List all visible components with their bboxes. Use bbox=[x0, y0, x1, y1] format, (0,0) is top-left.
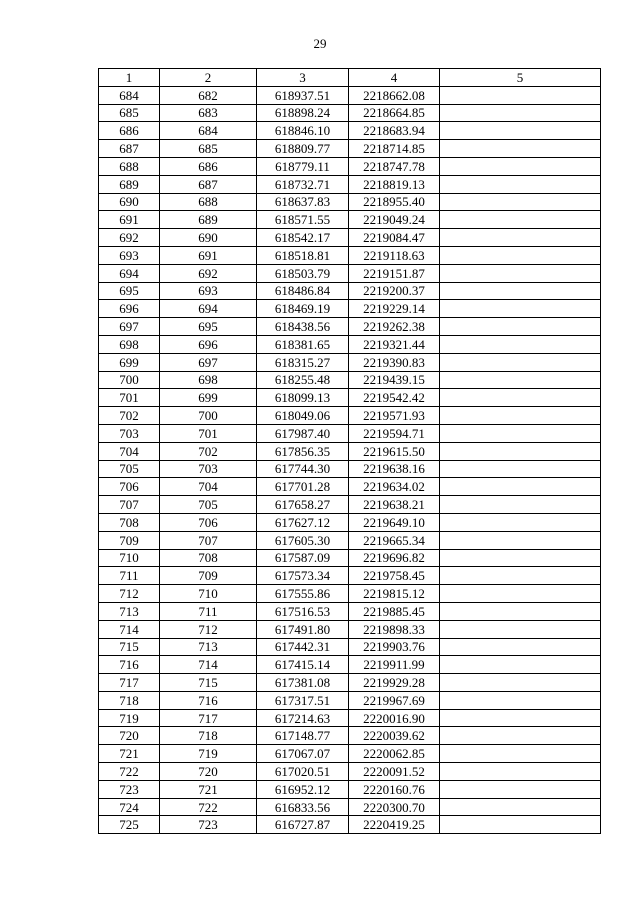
table-cell: 616727.87 bbox=[257, 816, 349, 834]
table-cell bbox=[440, 229, 601, 247]
table-cell bbox=[440, 389, 601, 407]
table-row bbox=[99, 318, 601, 336]
table-cell: 2220160.76 bbox=[349, 780, 440, 798]
table-cell bbox=[440, 816, 601, 834]
column-header: 1 bbox=[99, 69, 160, 87]
table-cell: 618571.55 bbox=[257, 211, 349, 229]
table-cell bbox=[440, 424, 601, 442]
table-cell bbox=[440, 780, 601, 798]
table-cell: 687 bbox=[99, 140, 160, 158]
table-cell: 618099.13 bbox=[257, 389, 349, 407]
table-cell bbox=[440, 175, 601, 193]
table-row bbox=[99, 763, 601, 781]
table-cell: 692 bbox=[160, 264, 257, 282]
table-cell bbox=[440, 513, 601, 531]
table-cell: 2219571.93 bbox=[349, 407, 440, 425]
table-row bbox=[99, 104, 601, 122]
table-cell bbox=[440, 264, 601, 282]
table-cell: 2219229.14 bbox=[349, 300, 440, 318]
table-body bbox=[99, 86, 601, 833]
table-cell: 705 bbox=[160, 496, 257, 514]
table-cell: 617148.77 bbox=[257, 727, 349, 745]
table-cell: 699 bbox=[160, 389, 257, 407]
table-cell: 720 bbox=[160, 763, 257, 781]
table-cell: 2220419.25 bbox=[349, 816, 440, 834]
table-cell bbox=[440, 193, 601, 211]
column-header: 3 bbox=[257, 69, 349, 87]
table-cell: 709 bbox=[99, 531, 160, 549]
table-row bbox=[99, 246, 601, 264]
table-cell: 618315.27 bbox=[257, 353, 349, 371]
table-cell: 706 bbox=[99, 478, 160, 496]
table-cell: 696 bbox=[99, 300, 160, 318]
table-cell: 693 bbox=[99, 246, 160, 264]
table-row bbox=[99, 780, 601, 798]
table-row bbox=[99, 674, 601, 692]
table-cell: 2219696.82 bbox=[349, 549, 440, 567]
table-row bbox=[99, 816, 601, 834]
table-cell: 682 bbox=[160, 86, 257, 104]
table-cell: 2219118.63 bbox=[349, 246, 440, 264]
table-cell: 702 bbox=[160, 442, 257, 460]
table-cell: 710 bbox=[160, 585, 257, 603]
table-cell: 617067.07 bbox=[257, 745, 349, 763]
table-cell bbox=[440, 763, 601, 781]
table-cell: 713 bbox=[160, 638, 257, 656]
table-row bbox=[99, 157, 601, 175]
table-cell: 709 bbox=[160, 567, 257, 585]
table-cell: 711 bbox=[99, 567, 160, 585]
table-row bbox=[99, 371, 601, 389]
table-cell: 716 bbox=[160, 691, 257, 709]
table-cell: 694 bbox=[160, 300, 257, 318]
table-cell: 618937.51 bbox=[257, 86, 349, 104]
table-cell bbox=[440, 104, 601, 122]
table-cell: 2219638.21 bbox=[349, 496, 440, 514]
table-cell: 686 bbox=[99, 122, 160, 140]
table-cell bbox=[440, 656, 601, 674]
table-cell bbox=[440, 602, 601, 620]
table-cell: 617658.27 bbox=[257, 496, 349, 514]
table-cell: 707 bbox=[99, 496, 160, 514]
table-cell bbox=[440, 140, 601, 158]
table-cell: 618732.71 bbox=[257, 175, 349, 193]
table-cell bbox=[440, 353, 601, 371]
table-row bbox=[99, 407, 601, 425]
table-cell: 714 bbox=[160, 656, 257, 674]
table-cell: 618486.84 bbox=[257, 282, 349, 300]
table-cell: 618381.65 bbox=[257, 335, 349, 353]
table-cell: 2219638.16 bbox=[349, 460, 440, 478]
table-cell: 2219321.44 bbox=[349, 335, 440, 353]
table-cell bbox=[440, 211, 601, 229]
table-cell bbox=[440, 478, 601, 496]
table-cell: 689 bbox=[99, 175, 160, 193]
table-cell bbox=[440, 442, 601, 460]
table-cell: 703 bbox=[99, 424, 160, 442]
table-cell: 617605.30 bbox=[257, 531, 349, 549]
table-cell: 719 bbox=[160, 745, 257, 763]
table-cell: 685 bbox=[160, 140, 257, 158]
column-header: 4 bbox=[349, 69, 440, 87]
table-cell: 617381.08 bbox=[257, 674, 349, 692]
table-cell: 618255.48 bbox=[257, 371, 349, 389]
table-row bbox=[99, 496, 601, 514]
table-cell bbox=[440, 709, 601, 727]
table-row bbox=[99, 585, 601, 603]
table-cell: 2219967.69 bbox=[349, 691, 440, 709]
table-cell bbox=[440, 567, 601, 585]
table-cell: 694 bbox=[99, 264, 160, 282]
coordinates-table bbox=[98, 68, 601, 834]
table-cell: 698 bbox=[99, 335, 160, 353]
table-row bbox=[99, 602, 601, 620]
table-cell: 617744.30 bbox=[257, 460, 349, 478]
table-cell bbox=[440, 549, 601, 567]
table-cell: 718 bbox=[99, 691, 160, 709]
table-cell: 690 bbox=[99, 193, 160, 211]
table-cell: 711 bbox=[160, 602, 257, 620]
table-cell: 720 bbox=[99, 727, 160, 745]
table-cell: 2219390.83 bbox=[349, 353, 440, 371]
table-cell: 617516.53 bbox=[257, 602, 349, 620]
table-cell: 617856.35 bbox=[257, 442, 349, 460]
table-row bbox=[99, 86, 601, 104]
table-cell: 685 bbox=[99, 104, 160, 122]
table-row bbox=[99, 193, 601, 211]
table-cell: 724 bbox=[99, 798, 160, 816]
table-cell: 2219151.87 bbox=[349, 264, 440, 282]
table-cell: 712 bbox=[99, 585, 160, 603]
table-cell: 697 bbox=[99, 318, 160, 336]
table-cell: 2218819.13 bbox=[349, 175, 440, 193]
table-row bbox=[99, 478, 601, 496]
table-cell: 695 bbox=[99, 282, 160, 300]
table-cell bbox=[440, 585, 601, 603]
table-cell: 2220016.90 bbox=[349, 709, 440, 727]
table-cell: 617587.09 bbox=[257, 549, 349, 567]
table-cell: 618469.19 bbox=[257, 300, 349, 318]
table-cell: 2219615.50 bbox=[349, 442, 440, 460]
table-cell: 689 bbox=[160, 211, 257, 229]
table-cell: 2219929.28 bbox=[349, 674, 440, 692]
table-cell: 722 bbox=[99, 763, 160, 781]
table-cell: 618049.06 bbox=[257, 407, 349, 425]
table-cell: 2219439.15 bbox=[349, 371, 440, 389]
table-cell: 2219049.24 bbox=[349, 211, 440, 229]
table-cell: 618438.56 bbox=[257, 318, 349, 336]
table-cell: 617555.86 bbox=[257, 585, 349, 603]
table-row bbox=[99, 122, 601, 140]
table-cell: 617317.51 bbox=[257, 691, 349, 709]
table-cell: 2219885.45 bbox=[349, 602, 440, 620]
table-cell bbox=[440, 300, 601, 318]
table-cell: 704 bbox=[160, 478, 257, 496]
table-cell bbox=[440, 335, 601, 353]
table-cell: 723 bbox=[99, 780, 160, 798]
table-cell: 2219594.71 bbox=[349, 424, 440, 442]
table-row bbox=[99, 140, 601, 158]
table-cell: 700 bbox=[160, 407, 257, 425]
table-cell: 715 bbox=[160, 674, 257, 692]
table-cell bbox=[440, 407, 601, 425]
table-cell: 2218955.40 bbox=[349, 193, 440, 211]
table-cell: 617415.14 bbox=[257, 656, 349, 674]
table-row bbox=[99, 798, 601, 816]
table-cell: 618503.79 bbox=[257, 264, 349, 282]
table-cell: 703 bbox=[160, 460, 257, 478]
table-cell: 618542.17 bbox=[257, 229, 349, 247]
table-cell: 618809.77 bbox=[257, 140, 349, 158]
table-cell: 2219665.34 bbox=[349, 531, 440, 549]
table-cell bbox=[440, 798, 601, 816]
table-cell: 2218683.94 bbox=[349, 122, 440, 140]
table-cell: 617987.40 bbox=[257, 424, 349, 442]
table-cell: 708 bbox=[160, 549, 257, 567]
table-cell: 617573.34 bbox=[257, 567, 349, 585]
column-header: 2 bbox=[160, 69, 257, 87]
table-cell: 688 bbox=[99, 157, 160, 175]
table-cell: 2219649.10 bbox=[349, 513, 440, 531]
table-cell: 705 bbox=[99, 460, 160, 478]
table-row bbox=[99, 442, 601, 460]
table-cell bbox=[440, 638, 601, 656]
table-cell: 714 bbox=[99, 620, 160, 638]
table-cell: 2219903.76 bbox=[349, 638, 440, 656]
table-cell: 2219911.99 bbox=[349, 656, 440, 674]
table-row bbox=[99, 389, 601, 407]
table-cell: 2219200.37 bbox=[349, 282, 440, 300]
table-cell: 712 bbox=[160, 620, 257, 638]
table-row bbox=[99, 745, 601, 763]
table-cell: 2219898.33 bbox=[349, 620, 440, 638]
table-row bbox=[99, 531, 601, 549]
table-cell: 721 bbox=[99, 745, 160, 763]
table-cell: 702 bbox=[99, 407, 160, 425]
table-cell: 699 bbox=[99, 353, 160, 371]
table-cell: 618779.11 bbox=[257, 157, 349, 175]
table-cell: 617214.63 bbox=[257, 709, 349, 727]
column-header: 5 bbox=[440, 69, 601, 87]
table-row bbox=[99, 727, 601, 745]
table-cell: 691 bbox=[160, 246, 257, 264]
table-cell: 2220039.62 bbox=[349, 727, 440, 745]
table-cell: 2220062.85 bbox=[349, 745, 440, 763]
table-cell: 618846.10 bbox=[257, 122, 349, 140]
table-cell bbox=[440, 86, 601, 104]
table-cell: 704 bbox=[99, 442, 160, 460]
table-row bbox=[99, 211, 601, 229]
table-cell: 693 bbox=[160, 282, 257, 300]
table-cell: 725 bbox=[99, 816, 160, 834]
table-cell bbox=[440, 745, 601, 763]
table-cell: 690 bbox=[160, 229, 257, 247]
table-cell bbox=[440, 371, 601, 389]
table-cell: 713 bbox=[99, 602, 160, 620]
table-cell bbox=[440, 246, 601, 264]
table-cell: 715 bbox=[99, 638, 160, 656]
table-cell: 716 bbox=[99, 656, 160, 674]
page-number: 29 bbox=[313, 36, 327, 51]
table-cell: 723 bbox=[160, 816, 257, 834]
table-cell: 2220300.70 bbox=[349, 798, 440, 816]
table-cell bbox=[440, 122, 601, 140]
table-row bbox=[99, 709, 601, 727]
table-cell: 683 bbox=[160, 104, 257, 122]
table-row bbox=[99, 549, 601, 567]
table-cell: 686 bbox=[160, 157, 257, 175]
table-cell: 721 bbox=[160, 780, 257, 798]
table-cell bbox=[440, 496, 601, 514]
table-cell: 698 bbox=[160, 371, 257, 389]
table-cell: 684 bbox=[160, 122, 257, 140]
table-cell: 618637.83 bbox=[257, 193, 349, 211]
table-row bbox=[99, 282, 601, 300]
table-cell bbox=[440, 531, 601, 549]
table-cell: 617627.12 bbox=[257, 513, 349, 531]
table-cell: 618898.24 bbox=[257, 104, 349, 122]
table-row bbox=[99, 264, 601, 282]
table-cell: 692 bbox=[99, 229, 160, 247]
table-cell bbox=[440, 157, 601, 175]
table-row bbox=[99, 513, 601, 531]
table-cell: 2219758.45 bbox=[349, 567, 440, 585]
table-cell: 697 bbox=[160, 353, 257, 371]
table-cell: 700 bbox=[99, 371, 160, 389]
table-cell: 2218664.85 bbox=[349, 104, 440, 122]
table-row bbox=[99, 460, 601, 478]
table-cell bbox=[440, 691, 601, 709]
table-cell: 617491.80 bbox=[257, 620, 349, 638]
table-cell bbox=[440, 460, 601, 478]
table-cell: 618518.81 bbox=[257, 246, 349, 264]
table-cell: 2219084.47 bbox=[349, 229, 440, 247]
table-cell bbox=[440, 282, 601, 300]
table-cell: 617442.31 bbox=[257, 638, 349, 656]
table-row bbox=[99, 691, 601, 709]
table-cell: 2219815.12 bbox=[349, 585, 440, 603]
table-cell: 684 bbox=[99, 86, 160, 104]
table-row bbox=[99, 335, 601, 353]
table-row bbox=[99, 638, 601, 656]
table-cell: 616952.12 bbox=[257, 780, 349, 798]
table-cell: 687 bbox=[160, 175, 257, 193]
table-cell bbox=[440, 674, 601, 692]
table-cell: 707 bbox=[160, 531, 257, 549]
table-row bbox=[99, 620, 601, 638]
table-cell bbox=[440, 318, 601, 336]
table-cell: 717 bbox=[160, 709, 257, 727]
table-cell: 701 bbox=[160, 424, 257, 442]
table-cell: 617020.51 bbox=[257, 763, 349, 781]
table-row bbox=[99, 175, 601, 193]
table-cell: 696 bbox=[160, 335, 257, 353]
table-row bbox=[99, 353, 601, 371]
table-cell: 616833.56 bbox=[257, 798, 349, 816]
table-cell bbox=[440, 620, 601, 638]
table-cell: 2219542.42 bbox=[349, 389, 440, 407]
table-cell: 2220091.52 bbox=[349, 763, 440, 781]
table-cell: 2219262.38 bbox=[349, 318, 440, 336]
table-cell: 710 bbox=[99, 549, 160, 567]
table-cell: 719 bbox=[99, 709, 160, 727]
table-cell: 701 bbox=[99, 389, 160, 407]
table-row bbox=[99, 567, 601, 585]
table-row bbox=[99, 229, 601, 247]
table-row bbox=[99, 424, 601, 442]
table-cell: 2219634.02 bbox=[349, 478, 440, 496]
table-cell bbox=[440, 727, 601, 745]
table-cell: 708 bbox=[99, 513, 160, 531]
table-cell: 718 bbox=[160, 727, 257, 745]
table-cell: 695 bbox=[160, 318, 257, 336]
table-row bbox=[99, 656, 601, 674]
table-cell: 2218747.78 bbox=[349, 157, 440, 175]
table-cell: 2218714.85 bbox=[349, 140, 440, 158]
table-cell: 706 bbox=[160, 513, 257, 531]
table-row bbox=[99, 300, 601, 318]
table-cell: 617701.28 bbox=[257, 478, 349, 496]
table-cell: 691 bbox=[99, 211, 160, 229]
table-cell: 2218662.08 bbox=[349, 86, 440, 104]
header-row bbox=[99, 69, 601, 87]
table-cell: 688 bbox=[160, 193, 257, 211]
table-cell: 722 bbox=[160, 798, 257, 816]
table-cell: 717 bbox=[99, 674, 160, 692]
